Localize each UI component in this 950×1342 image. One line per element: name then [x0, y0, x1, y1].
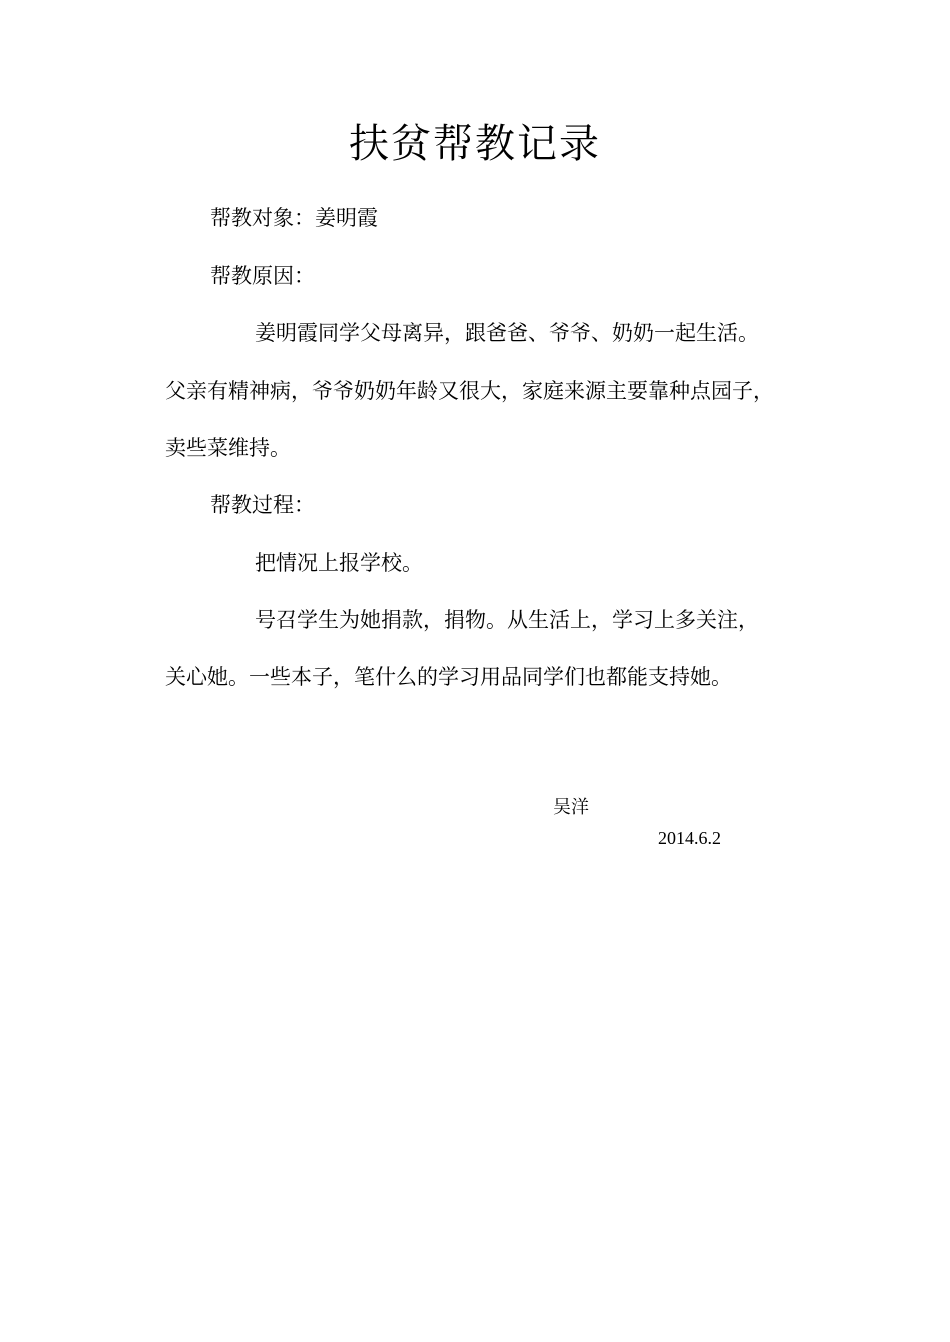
document-title: 扶贫帮教记录 [349, 121, 601, 167]
reason-line-3: 卖些菜维持。 [165, 436, 291, 460]
process-line-1: 号召学生为她捐款，捐物。从生活上，学习上多关注， [255, 608, 759, 632]
signature-name: 吴洋 [553, 797, 589, 818]
reason-line-1: 姜明霞同学父母离异，跟爸爸、爷爷、奶奶一起生活。 [255, 321, 759, 345]
process-item-1: 把情况上报学校。 [255, 551, 423, 575]
reason-line-2: 父亲有精神病，爷爷奶奶年龄又很大，家庭来源主要靠种点园子， [165, 379, 774, 403]
signature-date: 2014.6.2 [658, 828, 721, 848]
process-heading: 帮教过程： [210, 493, 315, 517]
process-line-2: 关心她。一些本子，笔什么的学习用品同学们也都能支持她。 [165, 665, 732, 689]
reason-heading: 帮教原因： [210, 264, 315, 288]
target-line: 帮教对象：姜明霞 [210, 206, 378, 230]
